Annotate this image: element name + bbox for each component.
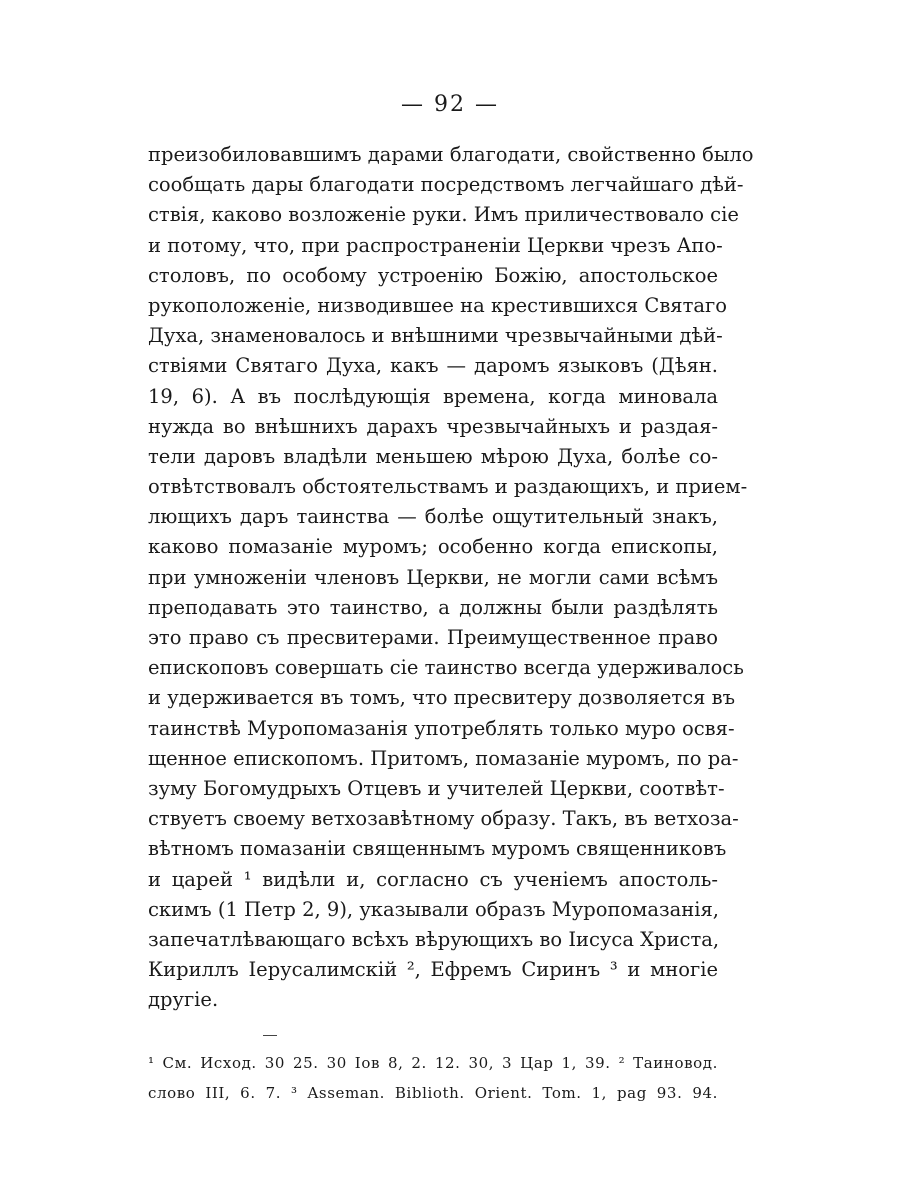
text-line: нужда во внѣшнихъ дарахъ чрезвычайныхъ и раздая- xyxy=(148,414,718,438)
text-line: таинствѣ Муропомазанія употреблять только муро освя- xyxy=(148,716,735,740)
text-line: запечатлѣвающаго всѣхъ вѣрующихъ во Іисуса Христа, xyxy=(148,927,720,951)
text-line: щенное епископомъ. Притомъ, помазаніе муромъ, по ра- xyxy=(148,746,739,770)
text-line: Кириллъ Іерусалимскій ², Ефремъ Сиринъ ³ и многіе xyxy=(148,958,718,982)
footnote-separator xyxy=(263,1035,277,1036)
text-line: скимъ (1 Петр 2, 9), указывали образъ Муропомазанія, xyxy=(148,897,719,921)
text-line: другіе. xyxy=(148,988,219,1012)
text-line: преподавать это таинство, а должны были раздѣлять xyxy=(148,595,718,619)
page-number: — 92 — xyxy=(401,92,499,117)
text-line: и потому, что, при распространеніи Церкви чрезъ Апо- xyxy=(148,233,723,257)
text-line: сообщать дары благодати посредствомъ легчайшаго дѣй- xyxy=(148,173,744,197)
footnote-line: ¹ См. Исход. 30 25. 30 Іов 8, 2. 12. 30, 3 Цар 1, 39. ² Таиновод. xyxy=(148,1054,718,1072)
body-text xyxy=(148,140,754,1015)
text-line: при умноженіи членовъ Церкви, не могли сами всѣмъ xyxy=(148,565,718,589)
text-line: отвѣтствовалъ обстоятельствамъ и раздающихъ, и прием- xyxy=(148,475,748,499)
text-line: рукоположеніе, низводившее на крестившихся Святаго xyxy=(148,293,727,317)
text-line: и царей ¹ видѣли и, согласно съ ученіемъ апостоль- xyxy=(148,867,718,891)
text-line: это право съ пресвитерами. Преимущественное право xyxy=(148,626,718,649)
text-line: преизобиловавшимъ дарами благодати, свойственно было xyxy=(148,143,754,166)
text-line: 19, 6). А въ послѣдующія времена, когда миновала xyxy=(148,384,718,408)
text-line: ствіями Святаго Духа, какъ — даромъ языковъ (Дѣян. xyxy=(148,354,718,378)
text-line: епископовъ совершать сіе таинство всегда удерживалось xyxy=(148,656,744,680)
footnotes xyxy=(148,1048,718,1108)
text-line: ствуетъ своему ветхозавѣтному образу. Такъ, въ ветхоза- xyxy=(148,807,739,831)
text-line: Духа, знаменовалось и внѣшними чрезвычайными дѣй- xyxy=(148,324,723,348)
text-line: ствія, каково возложеніе руки. Имъ приличествовало сіе xyxy=(148,203,739,227)
text-line: зуму Богомудрыхъ Отцевъ и учителей Церкви, соотвѣт- xyxy=(148,776,725,800)
footnote-line: слово III, 6. 7. ³ Asseman. Biblioth. Orient. Tom. 1, pag 93. 94. xyxy=(148,1084,718,1102)
text-line: лющихъ даръ таинства — болѣе ощутительный знакъ, xyxy=(148,505,718,529)
text-line: тели даровъ владѣли меньшею мѣрою Духа, болѣе со- xyxy=(148,444,718,468)
text-line: вѣтномъ помазаніи священнымъ муромъ священниковъ xyxy=(148,837,727,861)
text-line: столовъ, по особому устроенію Божію, апостольское xyxy=(148,263,718,287)
text-line: каково помазаніе муромъ; особенно когда епископы, xyxy=(148,535,718,559)
text-line: и удерживается въ томъ, что пресвитеру дозволяется въ xyxy=(148,686,736,710)
